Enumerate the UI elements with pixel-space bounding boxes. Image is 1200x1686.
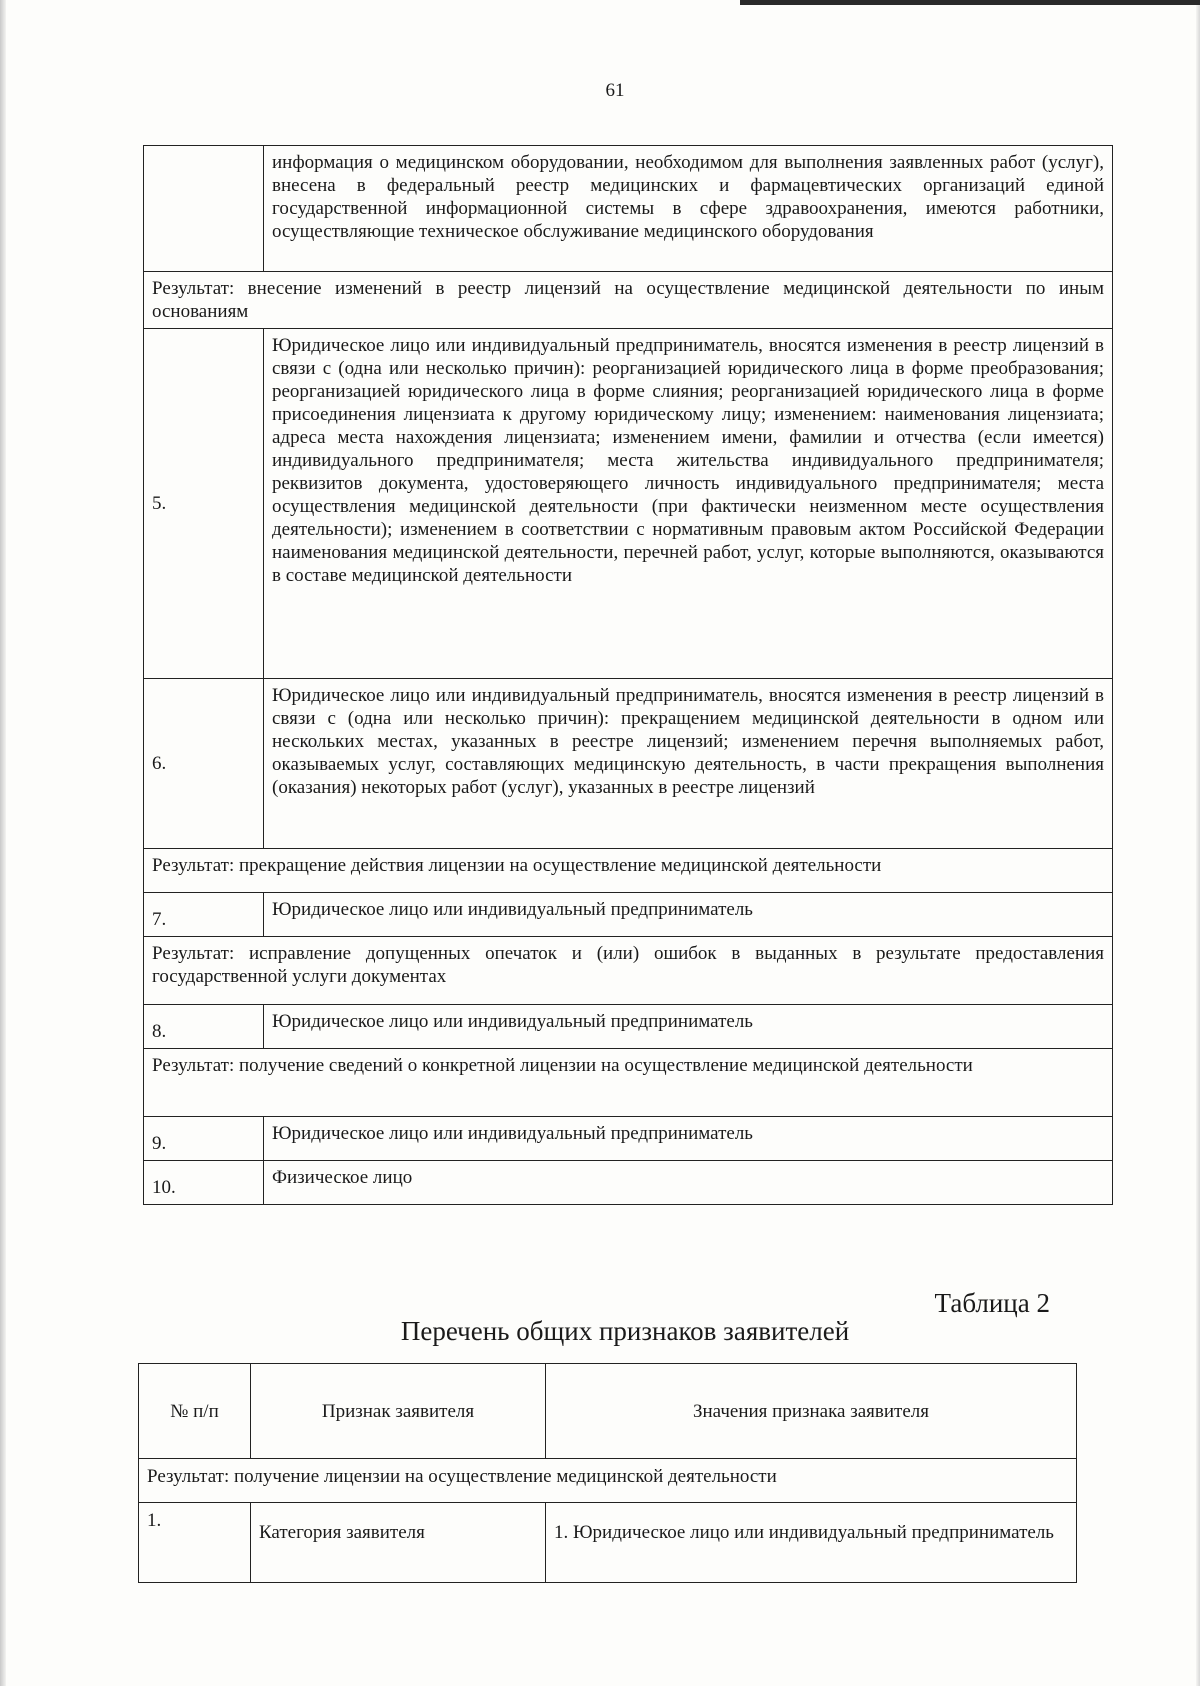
header-sign: Признак заявителя <box>251 1364 546 1459</box>
result-text: Результат: получение лицензии на осуществление медицинской деятельности <box>139 1459 1077 1503</box>
table-row <box>144 1117 1113 1161</box>
row-text: Юридическое лицо или индивидуальный предприниматель <box>264 893 1113 937</box>
row-number: 5. <box>144 329 264 679</box>
row-text: Физическое лицо <box>264 1161 1113 1205</box>
table-row <box>144 329 1113 679</box>
row-text: информация о медицинском оборудовании, необходимом для выполнения заявленных работ (услуг), внесена в федеральный реестр медицинских и фармацевтических организаций единой государственной информационной системы в сфере здравоохранения, имеются работники, осуществляющие техническое обслуживание медицинского оборудования <box>264 146 1113 272</box>
table-row <box>144 1005 1113 1049</box>
applicant-signs-table <box>138 1363 1077 1583</box>
table-label: Таблица 2 <box>934 1288 1050 1318</box>
header-number: № п/п <box>139 1364 251 1459</box>
row-value: 1. Юридическое лицо или индивидуальный предприниматель <box>546 1503 1077 1583</box>
applicant-variants-table <box>143 145 1113 1205</box>
table-row <box>139 1503 1077 1583</box>
scan-edge-right <box>1196 0 1200 1686</box>
result-text: Результат: исправление допущенных опечаток и (или) ошибок в выданных в результате предоставления государственной услуги документах <box>144 937 1113 1005</box>
row-sign: Категория заявителя <box>251 1503 546 1583</box>
result-row <box>144 272 1113 329</box>
result-text: Результат: прекращение действия лицензии на осуществление медицинской деятельности <box>144 849 1113 893</box>
row-number: 8. <box>144 1005 264 1049</box>
table-row <box>144 146 1113 272</box>
row-text: Юридическое лицо или индивидуальный предприниматель, вносятся изменения в реестр лицензий в связи с (одна или несколько причин): реорганизацией юридического лица в форме преобразования; реорганизацией юридического лица в форме слияния; реорганизацией юридического лица в форме присоединения лицензиата к другому юридическому лицу; изменением: наименования лицензиата; адреса места нахождения лицензиата; изменением имени, фамилии и отчества (если имеется) индивидуального предпринимателя; места жительства индивидуального предпринимателя; реквизитов документа, удостоверяющего личность индивидуального предпринимателя; места осуществления медицинской деятельности (при фактически неизменном месте осуществления деятельности); изменением в соответствии с нормативным правовым актом Российской Федерации наименования медицинской деятельности, перечней работ, услуг, которые выполняются, оказываются в составе медицинской деятельности <box>264 329 1113 679</box>
result-text: Результат: внесение изменений в реестр лицензий на осуществление медицинской деятельности по иным основаниям <box>144 272 1113 329</box>
result-row <box>144 1049 1113 1117</box>
result-row <box>139 1459 1077 1503</box>
table-title: Перечень общих признаков заявителей <box>400 1316 850 1346</box>
table-row <box>144 679 1113 849</box>
table-row <box>144 1161 1113 1205</box>
header-value: Значения признака заявителя <box>546 1364 1077 1459</box>
result-row <box>144 937 1113 1005</box>
row-text: Юридическое лицо или индивидуальный предприниматель, вносятся изменения в реестр лицензий в связи с (одна или несколько причин): прекращением медицинской деятельности в одном или нескольких местах, указанных в реестре лицензий; изменением перечня выполняемых работ, оказываемых услуг, составляющих медицинскую деятельность, в части прекращения выполнения (оказания) некоторых работ (услуг), указанных в реестре лицензий <box>264 679 1113 849</box>
row-text: Юридическое лицо или индивидуальный предприниматель <box>264 1117 1113 1161</box>
row-number <box>144 146 264 272</box>
result-text: Результат: получение сведений о конкретной лицензии на осуществление медицинской деятельности <box>144 1049 1113 1117</box>
scan-edge-left <box>0 0 6 1686</box>
row-number: 1. <box>139 1503 251 1583</box>
table-row <box>144 893 1113 937</box>
row-text: Юридическое лицо или индивидуальный предприниматель <box>264 1005 1113 1049</box>
scan-top-bar <box>740 0 1200 5</box>
row-number: 9. <box>144 1117 264 1161</box>
row-number: 6. <box>144 679 264 849</box>
row-number: 7. <box>144 893 264 937</box>
page-number: 61 <box>605 80 625 101</box>
row-number: 10. <box>144 1161 264 1205</box>
result-row <box>144 849 1113 893</box>
header-row <box>139 1364 1077 1459</box>
